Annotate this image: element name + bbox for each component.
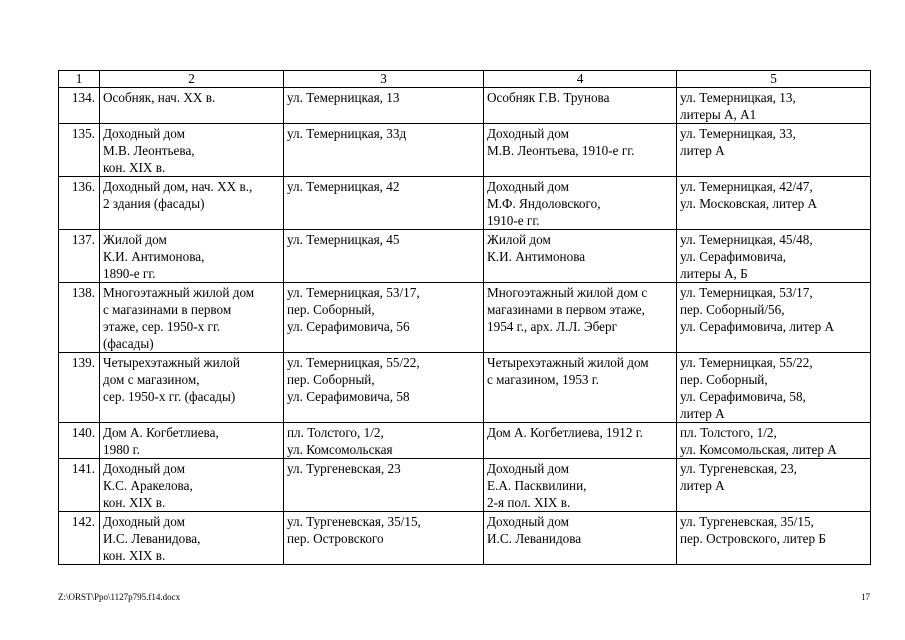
object-name-cell: Доходный дом К.С. Аракелова, кон. XIX в. bbox=[100, 459, 284, 512]
object-address-cell: ул. Темерницкая, 45 bbox=[284, 230, 484, 283]
row-number-cell: 141. bbox=[59, 459, 100, 512]
table-row bbox=[59, 512, 871, 565]
column-number-3: 3 bbox=[284, 71, 484, 88]
object-address-cell: пл. Толстого, 1/2, ул. Комсомольская bbox=[284, 423, 484, 459]
row-number-cell: 142. bbox=[59, 512, 100, 565]
heritage-objects-table bbox=[58, 70, 871, 565]
current-address-cell: ул. Темерницкая, 13, литеры А, А1 bbox=[677, 88, 871, 124]
object-name-cell: Жилой дом К.И. Антимонова, 1890-е гг. bbox=[100, 230, 284, 283]
table-row bbox=[59, 88, 871, 124]
object-name-cell: Доходный дом, нач. XX в., 2 здания (фасады) bbox=[100, 177, 284, 230]
historic-name-cell: Доходный дом М.Ф. Яндоловского, 1910-е гг. bbox=[484, 177, 677, 230]
current-address-cell: ул. Темерницкая, 42/47, ул. Московская, литер А bbox=[677, 177, 871, 230]
column-number-4: 4 bbox=[484, 71, 677, 88]
table-row bbox=[59, 459, 871, 512]
table-row bbox=[59, 353, 871, 423]
object-address-cell: ул. Темерницкая, 53/17, пер. Соборный, ул. Серафимовича, 56 bbox=[284, 283, 484, 353]
object-name-cell: Особняк, нач. XX в. bbox=[100, 88, 284, 124]
object-address-cell: ул. Темерницкая, 42 bbox=[284, 177, 484, 230]
historic-name-cell: Дом А. Когбетлиева, 1912 г. bbox=[484, 423, 677, 459]
table-header-row bbox=[59, 71, 871, 88]
row-number-cell: 138. bbox=[59, 283, 100, 353]
historic-name-cell: Особняк Г.В. Трунова bbox=[484, 88, 677, 124]
footer-file-path: Z:\ORST\Ppo\1127p795.f14.docx bbox=[58, 592, 181, 602]
column-number-5: 5 bbox=[677, 71, 871, 88]
object-name-cell: Дом А. Когбетлиева, 1980 г. bbox=[100, 423, 284, 459]
footer-page-number: 17 bbox=[861, 592, 870, 602]
historic-name-cell: Жилой дом К.И. Антимонова bbox=[484, 230, 677, 283]
object-address-cell: ул. Тургеневская, 35/15, пер. Островского bbox=[284, 512, 484, 565]
row-number-cell: 136. bbox=[59, 177, 100, 230]
row-number-cell: 134. bbox=[59, 88, 100, 124]
row-number-cell: 137. bbox=[59, 230, 100, 283]
current-address-cell: ул. Тургеневская, 23, литер А bbox=[677, 459, 871, 512]
current-address-cell: ул. Темерницкая, 33, литер А bbox=[677, 124, 871, 177]
object-address-cell: ул. Темерницкая, 55/22, пер. Соборный, ул. Серафимовича, 58 bbox=[284, 353, 484, 423]
object-address-cell: ул. Темерницкая, 13 bbox=[284, 88, 484, 124]
table-body bbox=[59, 71, 871, 565]
current-address-cell: ул. Темерницкая, 53/17, пер. Соборный/56, ул. Серафимовича, литер А bbox=[677, 283, 871, 353]
current-address-cell: пл. Толстого, 1/2, ул. Комсомольская, литер А bbox=[677, 423, 871, 459]
object-name-cell: Доходный дом И.С. Леванидова, кон. XIX в. bbox=[100, 512, 284, 565]
row-number-cell: 140. bbox=[59, 423, 100, 459]
object-address-cell: ул. Тургеневская, 23 bbox=[284, 459, 484, 512]
current-address-cell: ул. Темерницкая, 55/22, пер. Соборный, ул. Серафимовича, 58, литер А bbox=[677, 353, 871, 423]
row-number-cell: 139. bbox=[59, 353, 100, 423]
row-number-cell: 135. bbox=[59, 124, 100, 177]
object-name-cell: Четырехэтажный жилой дом с магазином, сер. 1950-х гг. (фасады) bbox=[100, 353, 284, 423]
table-row bbox=[59, 230, 871, 283]
historic-name-cell: Многоэтажный жилой дом с магазинами в первом этаже, 1954 г., арх. Л.Л. Эберг bbox=[484, 283, 677, 353]
column-number-1: 1 bbox=[59, 71, 100, 88]
table-row bbox=[59, 423, 871, 459]
historic-name-cell: Доходный дом И.С. Леванидова bbox=[484, 512, 677, 565]
historic-name-cell: Четырехэтажный жилой дом с магазином, 1953 г. bbox=[484, 353, 677, 423]
historic-name-cell: Доходный дом Е.А. Пасквилини, 2-я пол. XIX в. bbox=[484, 459, 677, 512]
object-name-cell: Многоэтажный жилой дом с магазинами в первом этаже, сер. 1950-х гг. (фасады) bbox=[100, 283, 284, 353]
object-address-cell: ул. Темерницкая, 33д bbox=[284, 124, 484, 177]
column-number-2: 2 bbox=[100, 71, 284, 88]
current-address-cell: ул. Темерницкая, 45/48, ул. Серафимовича, литеры А, Б bbox=[677, 230, 871, 283]
table-row bbox=[59, 177, 871, 230]
table-row bbox=[59, 124, 871, 177]
current-address-cell: ул. Тургеневская, 35/15, пер. Островского, литер Б bbox=[677, 512, 871, 565]
object-name-cell: Доходный дом М.В. Леонтьева, кон. XIX в. bbox=[100, 124, 284, 177]
historic-name-cell: Доходный дом М.В. Леонтьева, 1910-е гг. bbox=[484, 124, 677, 177]
table-row bbox=[59, 283, 871, 353]
